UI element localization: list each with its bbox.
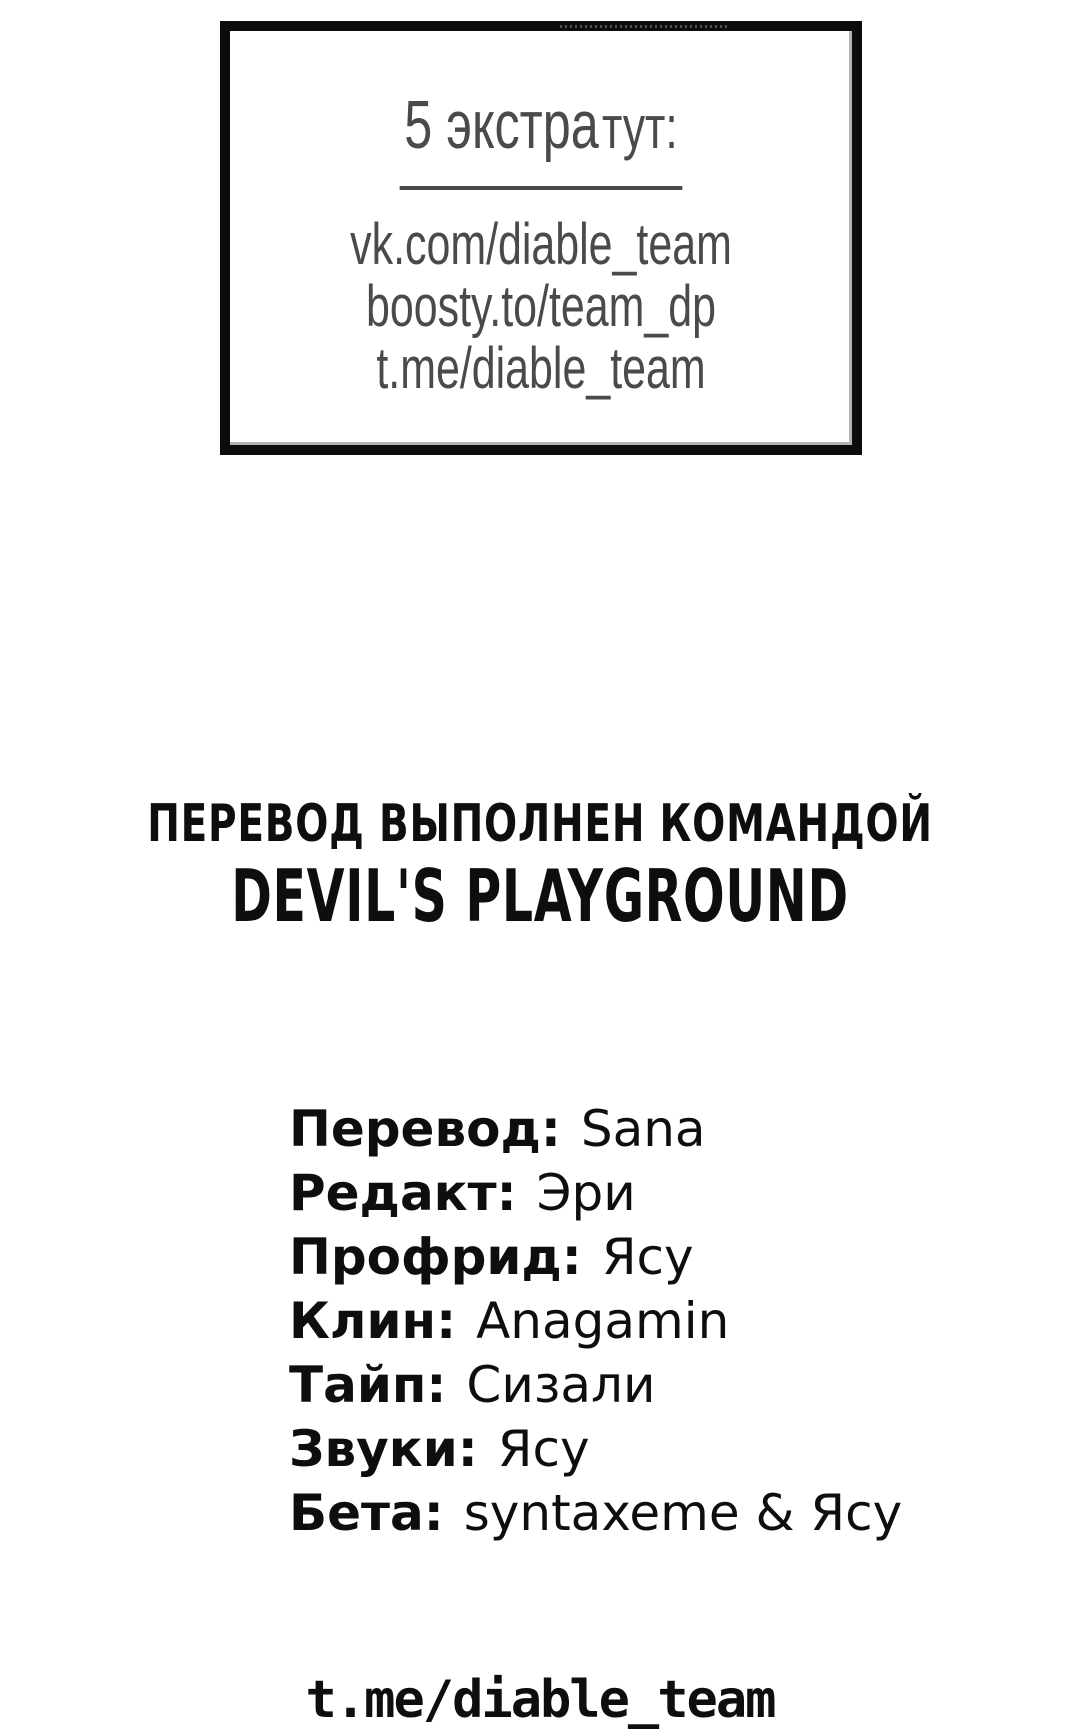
credit-name: syntaxeme & Ясу [463, 1484, 903, 1542]
credit-row-typesetting [289, 1353, 902, 1417]
credit-role: Тайп: [289, 1356, 447, 1414]
credit-row-sfx [289, 1417, 902, 1481]
extras-links-list [350, 214, 732, 400]
boosty-link-text: boosty.to/team_dp [366, 274, 716, 339]
credit-name: Сизали [466, 1356, 656, 1414]
translation-byline: ПЕРЕВОД ВЫПОЛНЕН КОМАНДОЙ [147, 794, 933, 854]
credit-role: Профрид: [289, 1228, 582, 1286]
vk-link-text: vk.com/diable_team [350, 212, 732, 277]
border-artifact [560, 25, 730, 28]
footer-telegram-link-text: t.me/diable_team [305, 1670, 775, 1730]
credit-row-translation [289, 1097, 902, 1161]
extras-title [400, 89, 682, 190]
credit-row-beta [289, 1481, 902, 1545]
credit-row-proofreading [289, 1225, 902, 1289]
extras-title-text: 5 экстра [404, 87, 599, 163]
credit-name: Эри [536, 1164, 636, 1222]
credit-row-cleaning [289, 1289, 902, 1353]
extras-links-box [220, 21, 862, 455]
extras-title-suffix: тут: [601, 94, 678, 161]
credit-role: Редакт: [289, 1164, 517, 1222]
credit-name: Ясу [497, 1420, 590, 1478]
credit-name: Anagamin [476, 1292, 730, 1350]
credit-role: Перевод: [289, 1100, 561, 1158]
credit-role: Бета: [289, 1484, 444, 1542]
credit-role: Клин: [289, 1292, 457, 1350]
credit-name: Ясу [601, 1228, 694, 1286]
credit-role: Звуки: [289, 1420, 478, 1478]
credit-row-editing [289, 1161, 902, 1225]
credit-name: Sana [580, 1100, 706, 1158]
team-name: DEVIL'S PLAYGROUND [231, 854, 849, 938]
credits-list [289, 1097, 902, 1545]
telegram-link-text: t.me/diable_team [376, 336, 706, 401]
